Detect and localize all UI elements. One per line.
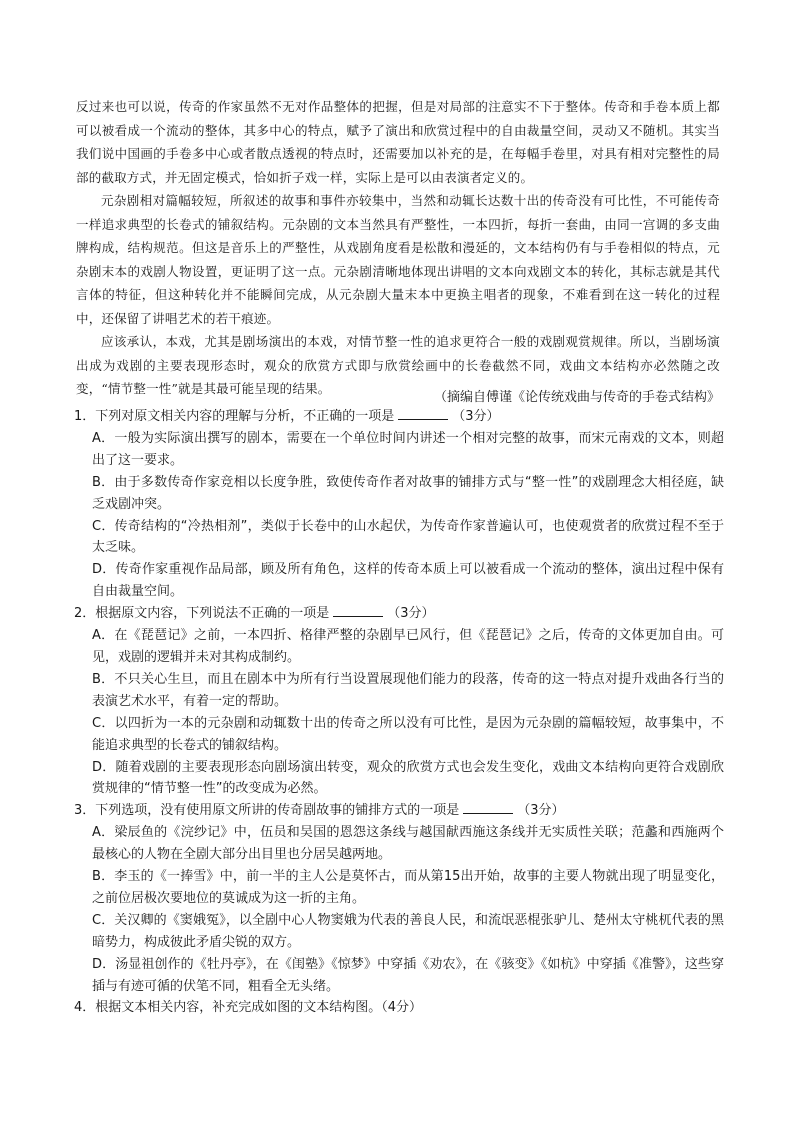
passage-source: （摘编自傅谨《论传统戏曲与传奇的手卷式结构》 [433,390,720,405]
option-a: A．一般为实际演出撰写的剧本，需要在一个单位时间内讲述一个相对完整的故事，而宋元南戏的文本，则超出了这一要求。 [92,430,724,468]
option-d: D．随着戏剧的主要表现形态向剧场演出转变，观众的欣赏方式也会发生变化，戏曲文本结构向更符合戏剧欣赏规律的“情节整一性”的改变成为必然。 [92,759,724,797]
question-score: （3分） [387,606,435,622]
question-stem: 4．根据文本相关内容，补充完成如图的文本结构图。（4分） [74,1000,423,1016]
question-list [74,406,724,1019]
question-4 [74,997,724,1019]
answer-blank[interactable] [463,800,513,814]
option-d: D．传奇作家重视作品局部，顾及所有角色，这样的传奇本质上可以被看成一个流动的整体，演出过程中保有自由裁量空间。 [92,562,724,600]
passage-paragraph: 元杂剧相对篇幅较短，所叙述的故事和事件亦较集中，当然和动辄长达数十出的传奇没有可比性，不可能传奇一样追求典型的长卷式的铺叙结构。元杂剧的文本当然具有严整性，一本四折，每折一套曲，由同一宫调的多支曲牌构成，结构规范。但这是音乐上的严整性，从戏剧角度看是松散和漫延的，文本结构仍有与手卷相似的特点，元杂剧末本的戏剧人物设置，更证明了这一点。元杂剧清晰地体现出讲唱的文本向戏剧文本的转化，其标志就是其代言体的特征，但这种转化并不能瞬间完成，从元杂剧大量末本中更换主唱者的现象，不难看到在这一转化的过程中，还保留了讲唱艺术的若干痕迹。 [76,193,720,326]
question-1 [74,406,724,603]
question-stem [74,603,724,625]
question-score: （3分） [517,803,565,819]
passage-paragraph: 反过来也可以说，传奇的作家虽然不无对作品整体的把握，但是对局部的注意实不下于整体。传奇和手卷本质上都可以被看成一个流动的整体，其多中心的特点，赋予了演出和欣赏过程中的自由裁量空间，灵动又不随机。其实当我们说中国画的手卷多中心或者散点透视的特点时，还需要加以补充的是，在每幅手卷里，对具有相对完整性的局部的截取方式，并无固定模式，恰如折子戏一样，实际上是可以由表演者定义的。 [76,99,720,185]
question-score: （3分） [452,409,500,424]
question-stem [74,800,724,822]
question-stem-text: 3．下列选项，没有使用原文所讲的传奇剧故事的铺排方式的一项是 [74,803,460,819]
reading-passage [76,95,720,401]
option-c: C．传奇结构的“冷热相剂”，类似于长卷中的山水起伏，为传奇作家普遍认可，也使观赏者的欣赏过程不至于太乏味。 [92,518,724,556]
option-b: B．不只关心生旦，而且在剧本中为所有行当设置展现他们能力的段落，传奇的这一特点对提升戏曲各行当的表演艺术水平，有着一定的帮助。 [92,671,724,709]
option-d: D．汤显祖创作的《牡丹亭》，在《闺塾》《惊梦》中穿插《劝农》，在《骇变》《如杭》中穿插《准警》，这些穿插与有迹可循的伏笔不同，粗看全无头绪。 [92,956,724,994]
option-a: A．在《琵琶记》之前，一本四折、格律严整的杂剧早已风行，但《琵琶记》之后，传奇的文体更加自由。可见，戏剧的逻辑并未对其构成制约。 [92,628,724,665]
option-c: C．关汉卿的《窦娥冤》，以全剧中心人物窦娥为代表的善良人民，和流氓恶棍张驴儿、楚州太守桃杌代表的黑暗势力，构成彼此矛盾尖锐的双方。 [92,912,724,950]
option-b: B．由于多数传奇作家竞相以长度争胜，致使传奇作者对故事的铺排方式与“整一性”的戏剧理念大相径庭，缺乏戏剧冲突。 [92,474,724,512]
question-stem [74,406,724,428]
question-stem-text: 2．根据原文内容，下列说法不正确的一项是 [74,606,330,622]
answer-blank[interactable] [333,603,383,617]
question-stem-text: 1．下列对原文相关内容的理解与分析，不正确的一项是 [74,409,395,424]
question-3 [74,800,724,997]
question-2 [74,603,724,800]
option-b: B．李玉的《一捧雪》中，前一半的主人公是莫怀古，而从第15出开始，故事的主要人物就出现了明显变化，之前位居极次要地位的莫诚成为这一折的主角。 [92,869,724,906]
option-a: A．梁辰鱼的《浣纱记》中，伍员和吴国的恩怨这条线与越国献西施这条线并无实质性关联；范蠡和西施两个最核心的人物在全剧大部分出目里也分居吴越两地。 [92,825,724,863]
option-c: C．以四折为一本的元杂剧和动辄数十出的传奇之所以没有可比性，是因为元杂剧的篇幅较短，故事集中，不能追求典型的长卷式的铺叙结构。 [92,715,724,753]
answer-blank[interactable] [398,406,448,420]
passage-paragraph: 应该承认，本戏，尤其是剧场演出的本戏，对情节整一性的追求更符合一般的戏剧观赏规律。所以，当剧场演出成为戏剧的主要表现形态时，观众的欣赏方式即与欣赏绘画中的长卷截然不同，戏曲文本结构亦必然随之改变，“情节整一性”就是其最可能呈现的结果。 [76,334,720,396]
